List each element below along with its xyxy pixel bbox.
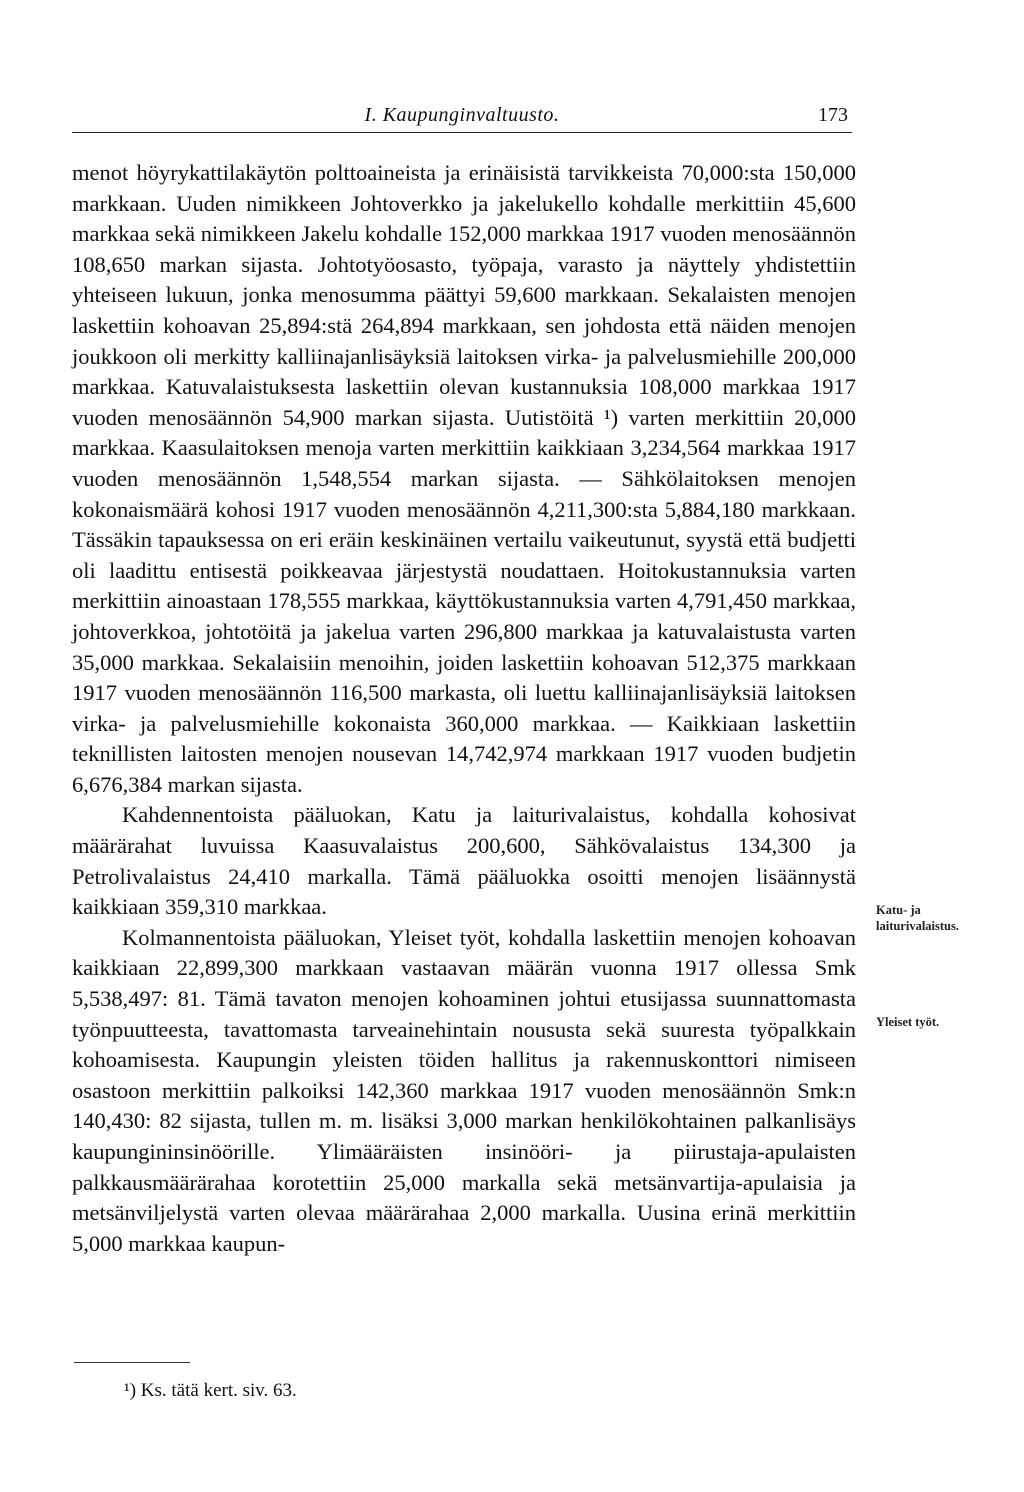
paragraph-2: Kahdennentoista pääluokan, Katu ja laiturivalaistus, kohdalla kohosivat määrärahat luvuissa Kaasuvalaistus 200,600, Sähkövalaistus 134,300 ja Petrolivalaistus 24,410 markalla. Tämä pääluokka osoitti menojen lisäännystä kaikkiaan 359,310 markkaa. bbox=[72, 802, 856, 920]
margin-note-katu: Katu- ja laiturivalaistus. bbox=[876, 903, 959, 933]
footnote bbox=[124, 1380, 297, 1402]
paragraph-3: Kolmannentoista pääluokan, Yleiset työt, kohdalla laskettiin menojen kohoavan kaikkiaan 22,899,300 markkaan vastaavan määrän vuonna 1917 ollessa Smk 5,538,497: 81. Tämä tavaton menojen kohoaminen johtui etusijassa suunnattomasta työnpuutteesta, tavattomasta tarveainehintain noususta sekä suuresta työpalkkain kohoamisesta. Kaupungin yleisten töiden hallitus ja rakennuskonttori nimiseen osastoon merkittiin palkoiksi 142,360 markkaa 1917 vuoden menosäännön Smk:n 140,430: 82 sijasta, tullen m. m. lisäksi 3,000 markan henkilökohtainen palkanlisäys kaupungininsinöörille. Ylimääräisten insinööri- ja piirustaja-apulaisten palkkausmäärärahaa korotettiin 25,000 markalla sekä metsänvartija-apulaisia ja metsänviljelystä varten olevaa määrärahaa 2,000 markalla. Uusina erinä merkittiin 5,000 markkaa kaupun- bbox=[72, 924, 856, 1256]
running-title: I. Kaupunginvaltuusto. bbox=[364, 104, 560, 126]
page-number: 173 bbox=[818, 104, 848, 126]
margin-note-yleiset: Yleiset työt. bbox=[876, 1015, 940, 1029]
footnote-rule bbox=[74, 1362, 190, 1363]
paragraph-1: menot höyrykattilakäytön polttoaineista ja erinäisistä tarvikkeista 70,000:sta 150,000 markkaan. Uuden nimikkeen Johtoverkko ja jakelukello kohdalle merkittiin 45,600 markkaa sekä nimikkeen Jakelu kohdalle 152,000 markkaa 1917 vuoden menosäännön 108,650 markan sijasta. Johtotyöosasto, työpaja, varasto ja näyttely yhdistettiin yhteiseen lukuun, jonka menosumma päättyi 59,600 markkaan. Sekalaisten menojen laskettiin kohoavan 25,894:stä 264,894 markkaan, sen johdosta että näiden menojen joukkoon oli merkitty kalliinajanlisäyksiä laitoksen virka- ja palvelusmiehille 200,000 markkaa. Katuvalaistuksesta laskettiin olevan kustannuksia 108,000 markkaa 1917 vuoden menosäännön 54,900 markan sijasta. Uutistöitä ¹) varten merkittiin 20,000 markkaa. Kaasulaitoksen menoja varten merkittiin kaikkiaan 3,234,564 markkaa 1917 vuoden menosäännön 1,548,554 markan sijasta. — Sähkölaitoksen menojen kokonaismäärä kohosi 1917 vuoden menosäännön 4,211,300:sta 5,884,180 markkaan. Tässäkin tapauksessa on eri eräin keskinäinen vertailu vaikeutunut, syystä että budjetti oli laadittu entisestä poikkeavaa järjestystä noudattaen. Hoitokustannuksia varten merkittiin ainoastaan 178,555 markkaa, käyttökustannuksia varten 4,791,450 markkaa, johtoverkkoa, johtotöitä ja jakelua varten 296,800 markkaa ja katuvalaistusta varten 35,000 markkaa. Sekalaisiin menoihin, joiden laskettiin kohoavan 512,375 markkaan 1917 vuoden menosäännön 116,500 markasta, oli luettu kalliinajanlisäyksiä laitoksen virka- ja palvelusmiehille kokonaista 360,000 markkaa. — Kaikkiaan laskettiin teknillisten laitosten menojen nousevan 14,742,974 markkaan 1917 vuoden budjetin 6,676,384 markan sijasta. bbox=[72, 160, 856, 797]
footnote-marker: ¹) bbox=[124, 1380, 137, 1401]
body-text bbox=[72, 158, 856, 1259]
running-header bbox=[72, 102, 852, 133]
footnote-text: Ks. tätä kert. siv. 63. bbox=[140, 1380, 297, 1401]
